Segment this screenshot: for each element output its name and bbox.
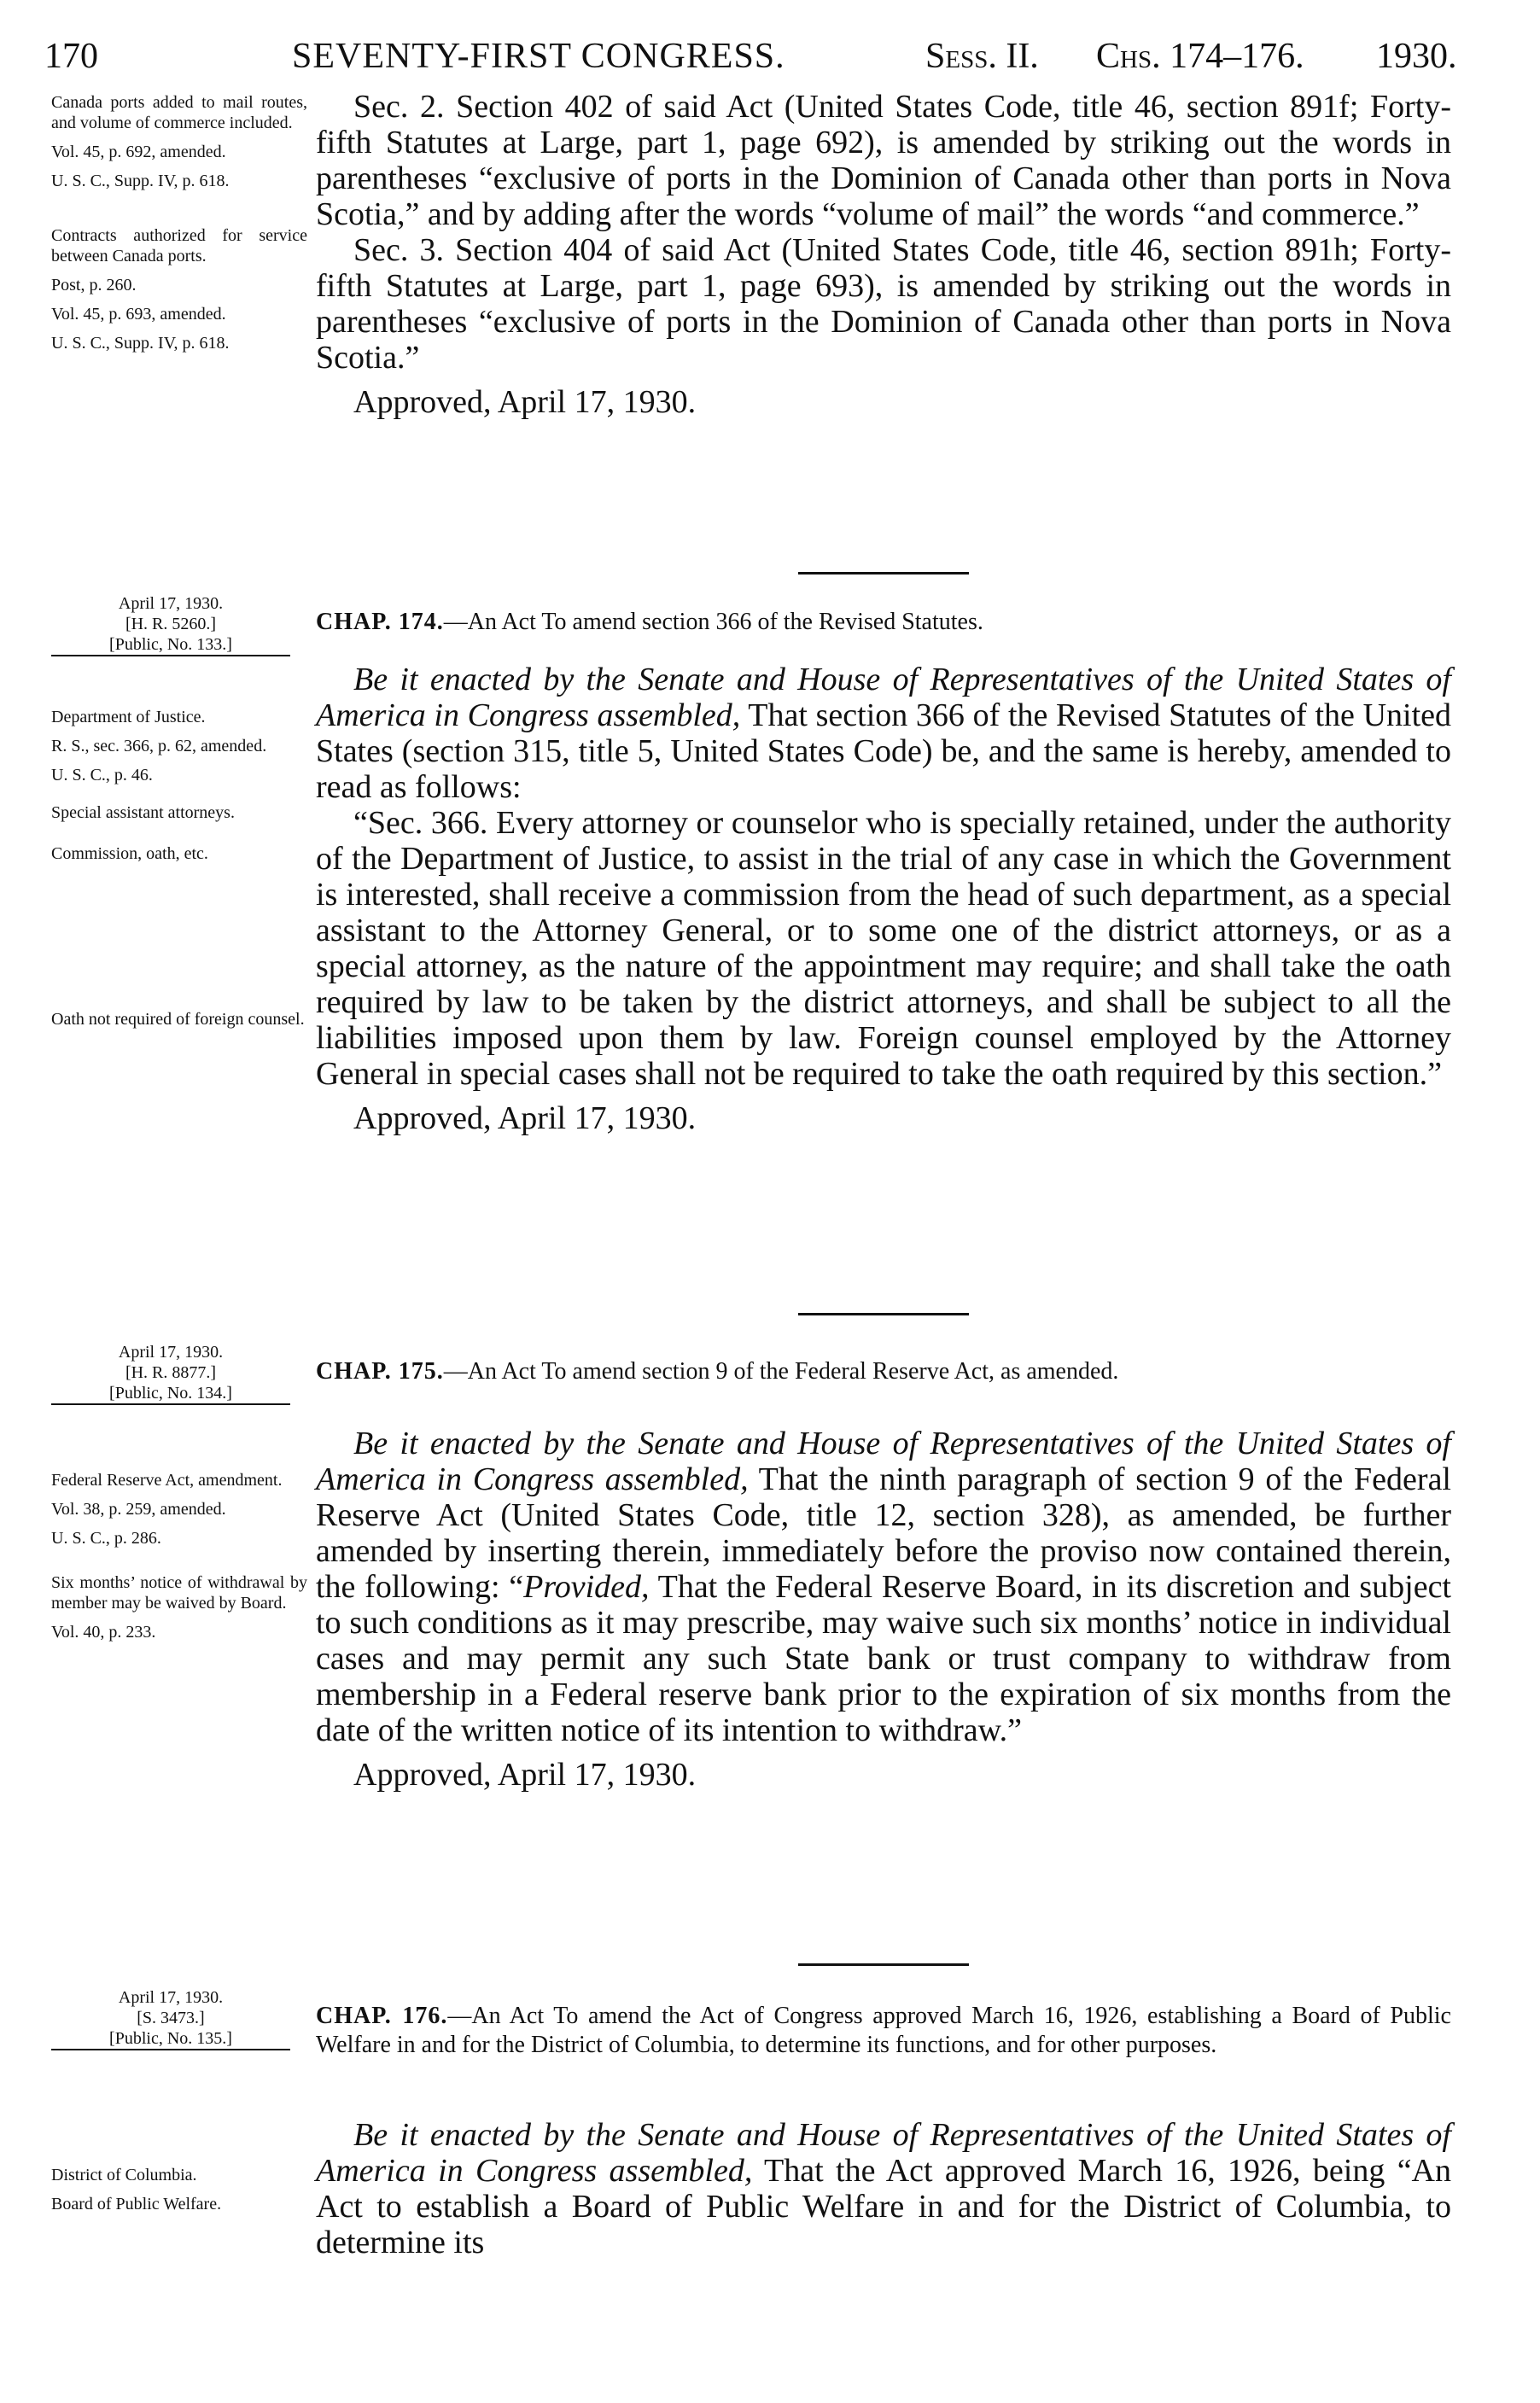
chap174-margin-notes [51,707,307,1038]
public-law-number: [Public, No. 133.] [51,634,290,656]
enacting-clause: Be it enacted by the Senate and House of Representatives of the United States of America in Congress assembled, That the ninth paragraph of section 9 of the Federal Reserve Act (United States Code, title 12, section 328), as amended, be further amended by inserting therein, immediately before the proviso now contained therein, the following: “Provided, That the Federal Reserve Board, in its discretion and subject to such conditions as it may prescribe, may waive such six months’ notice in individual cases and may permit any such State bank or trust company to withdraw from membership in a Federal reserve bank prior to the expiration of six months from the date of the written notice of its intention to withdraw.” [316,1426,1451,1748]
chap176-body [316,2117,1451,2260]
margin-note: District of Columbia. [51,2166,197,2184]
header-year: 1930. [1376,37,1457,76]
public-law-number: [Public, No. 135.] [51,2028,290,2050]
margin-ref: Post, p. 260. [51,276,137,295]
chap-number: CHAP. 176. [316,2003,448,2029]
margin-note: Commission, oath, etc. [51,844,208,863]
bill-number: [S. 3473.] [137,2009,205,2027]
bill-number: [H. R. 5260.] [125,615,217,633]
chap175-body [316,1426,1451,1793]
margin-ref: Vol. 45, p. 693, amended. [51,305,226,324]
margin-note: Federal Reserve Act, amendment. [51,1471,283,1490]
chap-date: April 17, 1930. [118,594,224,613]
margin-ref: Vol. 40, p. 233. [51,1623,156,1642]
header-title: SEVENTY-FIRST CONGRESS. [292,37,785,76]
chap175-side-info [51,1342,290,1405]
section-divider [798,1313,969,1315]
margin-ref: U. S. C., p. 286. [51,1529,161,1548]
enacting-clause: Be it enacted by the Senate and House of Representatives of the United States of America in Congress assembled, That section 366 of the Revised Statutes of the United States (section 315, title 5, United States Code) be, and the same is hereby, amended to read as follows: [316,662,1452,805]
margin-ref: U. S. C., p. 46. [51,766,153,784]
chap175-margin-notes [51,1470,307,1651]
margin-note: Department of Justice. [51,708,206,726]
enacting-clause: Be it enacted by the Senate and House of Representatives of the United States of America in Congress assembled, That the Act approved March 16, 1926, being “An Act to establish a Board of Public Welfare in and for the District of Columbia, to determine its [316,2117,1452,2260]
margin-ref: U. S. C., Supp. IV, p. 618. [51,334,230,353]
approved-line: Approved, April 17, 1930. [353,1100,697,1136]
margin-ref: Vol. 45, p. 692, amended. [51,143,226,161]
chap-description: —An Act To amend the Act of Congress approved March 16, 1926, establishing a Board of Public Welfare in and for the District of Columbia, to determine its functions, and for other purposes. [316,2003,1451,2058]
chap-number: CHAP. 174. [316,609,444,635]
approved-line: Approved, April 17, 1930. [353,1757,697,1793]
running-header [44,36,1457,87]
header-chapters: Chs. 174–176. [1096,37,1304,76]
approved-line: Approved, April 17, 1930. [353,384,697,420]
section-3-text: Sec. 3. Section 404 of said Act (United States Code, title 46, section 891h; Forty-fifth Statutes at Large, part 1, page 693), is amended by striking out the words in parentheses “exclusive of ports in the Dominion of Canada other than ports in Nova Scotia.” [316,232,1451,376]
chap175-title [316,1357,1451,1386]
chap-date: April 17, 1930. [118,1988,224,2007]
header-session: Sess. II. [925,37,1039,76]
chap174-side-info [51,593,290,656]
section-divider [798,572,969,575]
chap-number: CHAP. 175. [316,1358,444,1385]
margin-note: Canada ports added to mail routes, and volume of commerce included. [51,93,307,132]
margin-ref: R. S., sec. 366, p. 62, amended. [51,737,267,755]
margin-ref: Vol. 38, p. 259, amended. [51,1500,226,1519]
margin-note: Special assistant attorneys. [51,803,235,822]
chap-description: —An Act To amend section 366 of the Revised Statutes. [443,609,983,635]
top-section-body [316,89,1451,420]
page-number: 170 [44,37,98,76]
chap176-title [316,2002,1451,2060]
chap174-title [316,608,1451,637]
section-2-text: Sec. 2. Section 402 of said Act (United States Code, title 46, section 891f; Forty-fifth Statutes at Large, part 1, page 692), is amended by striking out the words in parentheses “exclusive of ports in the Dominion of Canada other than ports in Nova Scotia,” and by adding after the words “volume of mail” the words “and commerce.” [316,89,1451,232]
chap176-side-info [51,1987,290,2050]
margin-note: Board of Public Welfare. [51,2195,222,2213]
section-divider [798,1963,969,1966]
margin-ref: U. S. C., Supp. IV, p. 618. [51,172,230,190]
quoted-section: “Sec. 366. Every attorney or counselor who is specially retained, under the authority of the Department of Justice, to assist in the trial of any case in which the Government is interested, shall receive a commission from the head of such department, as a special assistant to the Attorney General, or to some one of the district attorneys, or as a special attorney, as the nature of the appointment may require; and shall take the oath required by law to be taken by the district attorneys, and shall be subject to all the liabilities imposed upon them by law. Foreign counsel employed by the Attorney General in special cases shall not be required to take the oath required by this section.” [316,805,1451,1092]
margin-note: Six months’ notice of withdrawal by member may be waived by Board. [51,1573,307,1613]
margin-note: Contracts authorized for service between Canada ports. [51,226,307,265]
margin-notes-top [51,92,307,362]
margin-note: Oath not required of foreign counsel. [51,1010,305,1029]
chap176-margin-notes [51,2165,307,2223]
chap174-body [316,662,1451,1136]
chap-date: April 17, 1930. [118,1343,224,1362]
bill-number: [H. R. 8877.] [125,1363,217,1382]
chap-description: —An Act To amend section 9 of the Federal Reserve Act, as amended. [443,1358,1119,1385]
public-law-number: [Public, No. 134.] [51,1383,290,1405]
